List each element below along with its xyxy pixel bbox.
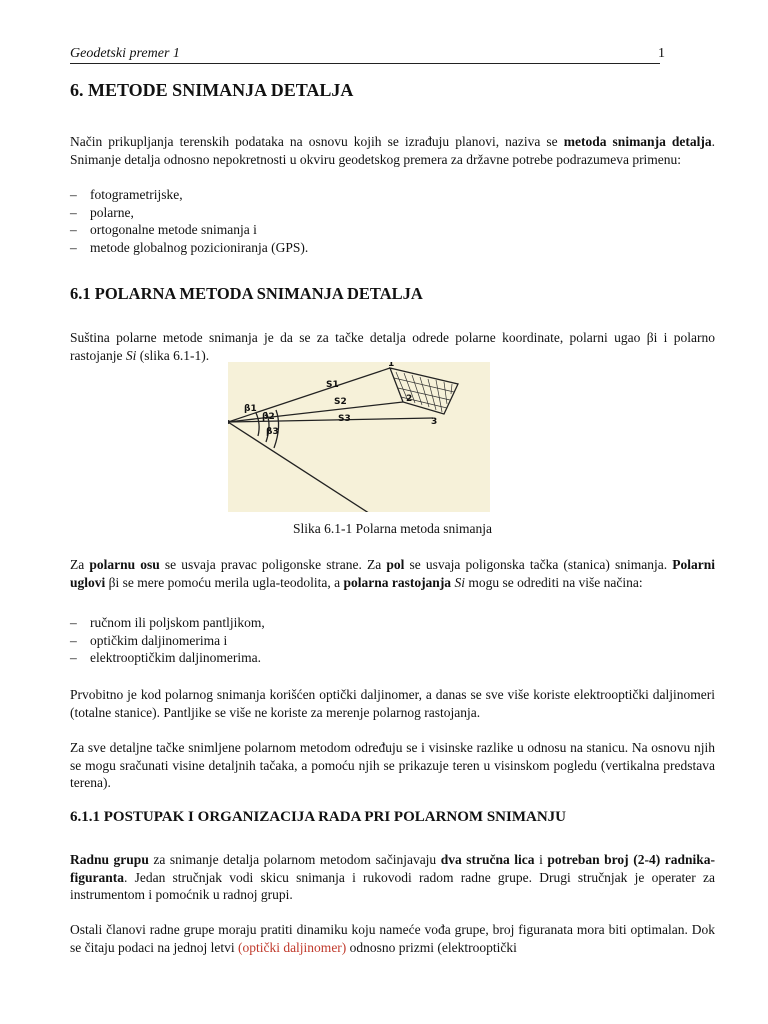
list-item: – elektrooptičkim daljinomerima. (70, 649, 265, 667)
ostali-text-1: Ostali članovi radne grupe moraju pratiti dinamiku koju nameće vođa grupe, broj figuranata mora biti optimalan. Dok se čitaju podaci na jednoj letvi (70, 922, 715, 955)
grupa-text-1: za snimanje detalja polarnom metodom sačinjavaju (148, 852, 441, 867)
label-s2: S2 (334, 397, 347, 407)
sustina-text-2: i polarno rastojanje (70, 330, 715, 363)
osa-bold-3: Polarni uglovi (70, 557, 715, 590)
building-hatching (394, 372, 454, 412)
figure-caption: Slika 6.1-1 Polarna metoda snimanja (292, 521, 493, 536)
osa-text-5: mogu se odrediti na više načina: (464, 574, 643, 590)
distance-methods-list (70, 614, 265, 667)
intro-text-2: . Snimanje detalja odnosno nepokretnosti u okviru geodetskog premera za državne potrebe podrazumeva primenu: (70, 134, 715, 167)
header-title: Geodetski premer 1 (70, 46, 180, 61)
ostali-text-2: odnosno prizmi (elektrooptički (346, 939, 517, 955)
grupa-paragraph (70, 851, 715, 904)
intro-text-1: Način prikupljanja terenskih podataka na osnovu kojih se izrađuju planovi, naziva se (70, 134, 564, 149)
label-s3: S3 (338, 414, 351, 424)
polar-method-diagram (228, 362, 490, 512)
grupa-bold-1: Radnu grupu (70, 852, 149, 867)
osa-text-2: se usvaja pravac poligonske strane. Za (159, 557, 387, 572)
grupa-text-2: i (534, 852, 548, 867)
sustina-text-3: (slika 6.1-1). (136, 347, 210, 363)
osa-text-4: se mere pomoću merila ugla-teodolita, a (119, 574, 344, 590)
page-number: 1 (658, 46, 665, 61)
intro-paragraph (70, 133, 715, 168)
osa-paragraph (70, 556, 715, 591)
s-symbol: Si (125, 347, 137, 363)
section-heading-6-1: 6.1 POLARNA METODA SNIMANJA DETALJA (70, 284, 423, 303)
list-item: – fotogrametrijske, (70, 186, 308, 204)
osa-bold-2: pol (386, 557, 405, 572)
list-item: – optičkim daljinomerima i (70, 632, 265, 650)
sustina-paragraph (70, 329, 715, 364)
list-item: – polarne, (70, 204, 308, 222)
list-item: – ortogonalne metode snimanja i (70, 221, 308, 239)
methods-list (70, 186, 308, 256)
angle-arc-1 (256, 413, 259, 436)
label-s1: S1 (326, 380, 339, 390)
polar-method-figure (228, 362, 490, 512)
s-symbol: Si (451, 574, 465, 590)
running-header (70, 45, 660, 64)
chapter-heading: 6. METODE SNIMANJA DETALJA (70, 80, 354, 100)
sustina-text-1: Suština polarne metode snimanja je da se za tačke detalja odrede polarne koordinate, polarni ugao (70, 330, 647, 345)
intro-bold-term: metoda snimanja detalja (563, 134, 712, 149)
prvobitno-paragraph: Prvobitno je kod polarnog snimanja korišćen optički daljinomer, a danas se sve više koriste elektrooptički daljinomeri (totalne stanice). Pantljike se više ne koriste za merenje polarnog rastojanja. (70, 687, 715, 720)
label-n2: 2 (406, 394, 413, 404)
osa-text-1: Za (70, 557, 90, 572)
list-item: – metode globalnog pozicioniranja (GPS). (70, 239, 308, 257)
section-heading-6-1-1: 6.1.1 POSTUPAK I ORGANIZACIJA RADA PRI POLARNOM SNIMANJU (70, 809, 566, 825)
label-b3: β3 (266, 427, 279, 437)
osa-bold-1: polarnu osu (89, 557, 160, 572)
osa-bold-4: polarna rastojanja (343, 574, 452, 590)
label-n3: 3 (431, 417, 438, 427)
label-b1: β1 (244, 404, 257, 414)
beta-symbol: βi (105, 574, 120, 590)
grupa-bold-2: dva stručna lica (440, 852, 535, 867)
ostali-red-text: (optički daljinomer) (237, 939, 347, 955)
list-item: – ručnom ili poljskom pantljikom, (70, 614, 265, 632)
grupa-bold-3: potreban broj (2-4) radnika-figuranta (70, 852, 715, 885)
visine-paragraph: Za sve detaljne tačke snimljene polarnom metodom određuju se i visinske razlike u odnosu na stanicu. Na osnovu njih se mogu sračunati visine detaljnih tačaka, a pomoću njih se prikazuje teren u visinskom pogledu (vertikalna predstava terena). (70, 740, 715, 790)
polar-axis-line (228, 422, 460, 512)
label-n1: 1 (388, 362, 395, 369)
ostali-paragraph (70, 921, 715, 956)
grupa-text-3: . Jedan stručnjak vodi skicu snimanja i rukovodi radom radne grupe. Drugi stručnjak je operater za instrumentom i pomoćnik u radnoj grupi. (70, 869, 715, 902)
osa-text-3: se usvaja poligonska tačka (stanica) snimanja. (404, 557, 673, 572)
label-b2: β2 (262, 412, 275, 422)
beta-symbol: βi (646, 330, 658, 345)
